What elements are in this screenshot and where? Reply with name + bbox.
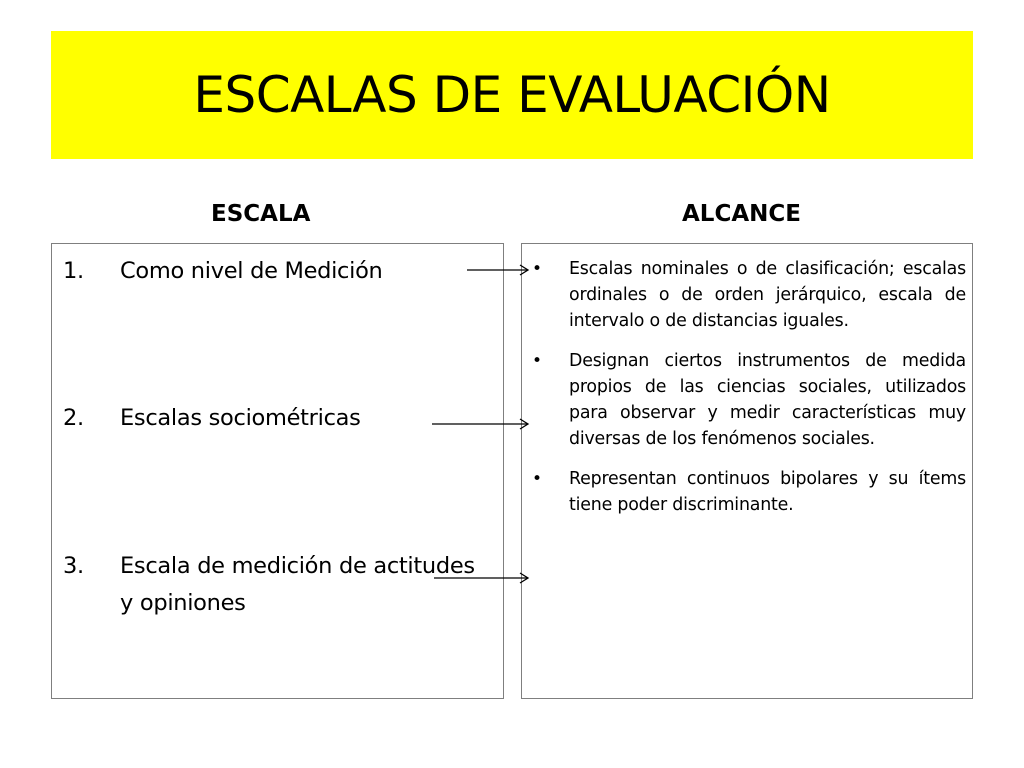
alcance-list [522,256,973,532]
escala-item-text: Escala de medición de actitudes y opiniones [120,553,475,616]
escala-item-text: Escalas sociométricas [120,405,361,431]
alcance-heading: ALCANCE [682,201,801,227]
slide-title: ESCALAS DE EVALUACIÓN [193,66,831,124]
alcance-item-3 [522,466,973,518]
escala-item-text: Como nivel de Medición [120,258,383,284]
escala-heading: ESCALA [211,201,311,227]
title-bar [51,31,973,159]
bullet-icon: • [532,469,542,489]
alcance-item-2 [522,348,973,452]
escala-item-number: 2. [63,405,84,431]
escala-box [51,243,504,699]
alcance-item-text: Designan ciertos instrumentos de medida propios de las ciencias sociales, utilizados para observar y medir características muy diversas de los fenómenos sociales. [569,351,966,449]
bullet-icon: • [532,259,542,279]
alcance-item-1 [522,256,973,334]
escala-item-number: 1. [63,258,84,284]
escala-item-number: 3. [63,553,84,579]
bullet-icon: • [532,351,542,371]
alcance-box [521,243,973,699]
alcance-item-text: Escalas nominales o de clasificación; escalas ordinales o de orden jerárquico, escala de intervalo o de distancias iguales. [569,259,966,331]
alcance-item-text: Representan continuos bipolares y su ítems tiene poder discriminante. [569,469,966,515]
